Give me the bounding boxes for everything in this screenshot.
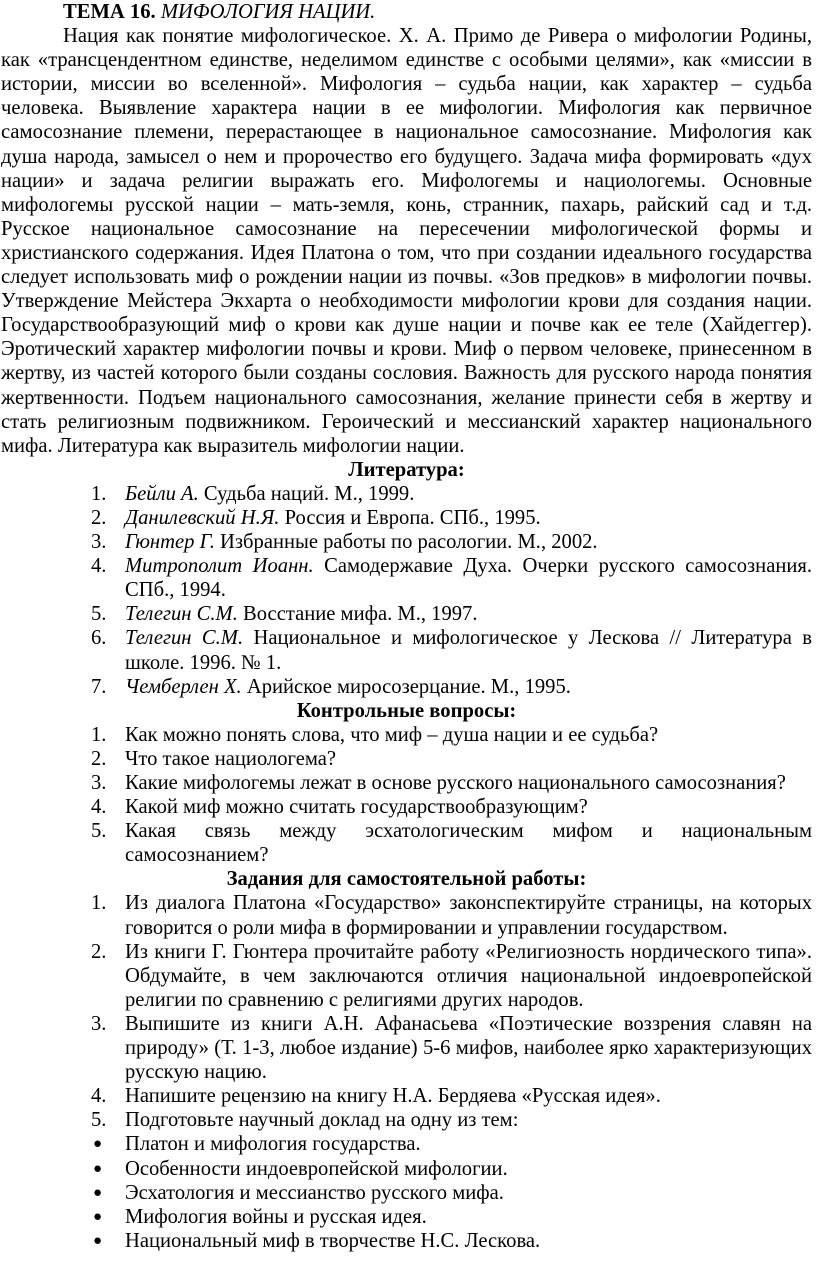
report-topic-item — [1, 1157, 812, 1181]
task-item — [1, 940, 812, 1012]
task-text: Выпишите из книги А.Н. Афанасьева «Поэтические воззрения славян на природу» (Т. 1-3, любое издание) 5-6 мифов, наиболее ярко характеризующих русскую нацию. — [125, 1012, 812, 1084]
list-number: 5. — [91, 1109, 107, 1132]
report-topic-text: Мифология войны и русская идея. — [125, 1205, 427, 1228]
list-number: 4. — [91, 796, 107, 819]
literature-author: Телегин С.М. — [125, 603, 238, 626]
question-item — [1, 819, 812, 867]
intro-paragraph: Нация как понятие мифологическое. Х. А. Примо де Ривера о мифологии Родины, как «трансцендентном единстве, неделимом единстве с особыми целями», как «миссии в истории, миссии во вселенной». Мифология – судьба нации, как характер – судьба человека. Выявление характера нации в ее мифологии. Мифология как первичное самосознание племени, перерастающее в национальное самосознание. Мифология как душа народа, замысел о нем и пророчество его будущего. Задача мифа формировать «дух нации» и задача религии выражать его. Мифологемы и нациологемы. Основные мифологемы русской нации – мать-земля, конь, странник, пахарь, райский сад и т.д. Русское национальное самосознание на пересечении мифологической формы и христианского содержания. Идея Платона о том, что при создании идеального государства следует использовать миф о рождении нации из почвы. «Зов предков» в мифологии почвы. Утверждение Мейстера Экхарта о необходимости мифологии крови для создания нации. Государствообразующий миф о крови как душе нации и почве как ее теле (Хайдеггер). Эротический характер мифологии почвы и крови. Миф о первом человеке, принесенном в жертву, из частей которого были созданы сословия. Важность для русского народа понятия жертвенности. Подъем национального самосознания, желание принести себя в жертву и стать религиозным подвижником. Героический и мессианский характер национального мифа. Литература как выразитель мифологии нации. — [1, 25, 812, 457]
task-text: Подготовьте научный доклад на одну из тем: — [125, 1109, 519, 1132]
literature-item — [1, 554, 812, 602]
literature-text: Избранные работы по расологии. М., 2002. — [214, 531, 598, 554]
report-topic-item — [1, 1205, 812, 1229]
literature-item — [1, 626, 812, 674]
question-text: Какая связь между эсхатологическим мифом и национальным самосознанием? — [125, 820, 812, 867]
literature-author: Телегин С.М. — [125, 627, 244, 650]
literature-text: Восстание мифа. М., 1997. — [237, 603, 478, 626]
report-topic-item — [1, 1132, 812, 1156]
task-item — [1, 1108, 812, 1132]
literature-text: Россия и Европа. СПб., 1995. — [279, 506, 541, 529]
literature-text: Самодержавие Духа. Очерки русского самосознания. СПб., 1994. — [125, 555, 812, 602]
list-number: 2. — [91, 940, 107, 963]
list-number: 1. — [91, 482, 107, 505]
task-item — [1, 1084, 812, 1108]
questions-list — [1, 723, 812, 868]
bullet-icon: ● — [93, 1232, 103, 1249]
literature-list — [1, 482, 812, 699]
literature-author: Гюнтер Г. — [125, 531, 215, 554]
report-topics-list — [1, 1132, 812, 1252]
list-number: 1. — [91, 723, 107, 746]
literature-item — [1, 675, 812, 699]
report-topic-item — [1, 1181, 812, 1205]
list-number: 2. — [91, 747, 107, 770]
report-topic-text: Эсхатология и мессианство русского мифа. — [125, 1181, 504, 1204]
literature-text: Национальное и мифологическое у Лескова // Литература в школе. 1996. № 1. — [125, 627, 812, 674]
list-number: 6. — [91, 627, 107, 650]
list-number: 3. — [91, 1012, 107, 1035]
literature-text: Арийское миросозерцание. М., 1995. — [241, 675, 571, 698]
question-item — [1, 723, 812, 747]
literature-item — [1, 506, 812, 530]
task-text: Напишите рецензию на книгу Н.А. Бердяева «Русская идея». — [125, 1085, 661, 1108]
bullet-icon: ● — [93, 1136, 103, 1153]
literature-author: Митрополит Иоанн. — [125, 555, 314, 578]
literature-item — [1, 482, 812, 506]
list-number: 2. — [91, 506, 107, 529]
bullet-icon: ● — [93, 1184, 103, 1201]
topic-heading — [1, 0, 812, 24]
question-item — [1, 771, 812, 795]
topic-number: ТЕМА 16. — [63, 1, 156, 23]
literature-heading: Литература: — [348, 458, 465, 481]
literature-item — [1, 602, 812, 626]
list-number: 5. — [91, 603, 107, 626]
report-topic-text: Платон и мифология государства. — [125, 1133, 421, 1156]
topic-title: МИФОЛОГИЯ НАЦИИ. — [160, 1, 376, 23]
question-text: Как можно понять слова, что миф – душа нации и ее судьба? — [125, 723, 659, 746]
bullet-icon: ● — [93, 1208, 103, 1225]
report-topic-text: Национальный миф в творчестве Н.С. Лескова. — [125, 1229, 541, 1252]
list-number: 5. — [91, 820, 107, 843]
question-item — [1, 795, 812, 819]
question-item — [1, 747, 812, 771]
list-number: 4. — [91, 555, 107, 578]
task-item — [1, 891, 812, 939]
question-text: Какой миф можно считать государствообразующим? — [125, 796, 588, 819]
literature-author: Чемберлен Х. — [125, 675, 242, 698]
list-number: 3. — [91, 772, 107, 794]
literature-text: Судьба наций. М., 1999. — [198, 482, 415, 505]
report-topic-item — [1, 1229, 812, 1253]
literature-author: Бейли А. — [125, 482, 199, 505]
report-topic-text: Особенности индоевропейской мифологии. — [125, 1157, 508, 1180]
question-text: Что такое нациологема? — [125, 747, 337, 770]
tasks-heading: Задания для самостоятельной работы: — [226, 868, 587, 891]
literature-item — [1, 530, 812, 554]
task-text: Из книги Г. Гюнтера прочитайте работу «Религиозность нордического типа». Обдумайте, в чем заключаются отличия национальной индоевропейской религии по сравнению с религиями других народов. — [125, 940, 812, 1011]
bullet-icon: ● — [93, 1160, 103, 1177]
question-text: Какие мифологемы лежат в основе русского национального самосознания? — [125, 772, 786, 794]
list-number: 7. — [91, 675, 107, 698]
questions-heading: Контрольные вопросы: — [296, 699, 517, 722]
list-number: 3. — [91, 531, 107, 554]
task-text: Из диалога Платона «Государство» законспектируйте страницы, на которых говорится о роли мифа в формировании и управлении государством. — [125, 892, 812, 939]
list-number: 4. — [91, 1085, 107, 1108]
list-number: 1. — [91, 892, 107, 915]
literature-author: Данилевский Н.Я. — [125, 506, 280, 529]
tasks-list — [1, 891, 812, 1132]
task-item — [1, 1012, 812, 1084]
